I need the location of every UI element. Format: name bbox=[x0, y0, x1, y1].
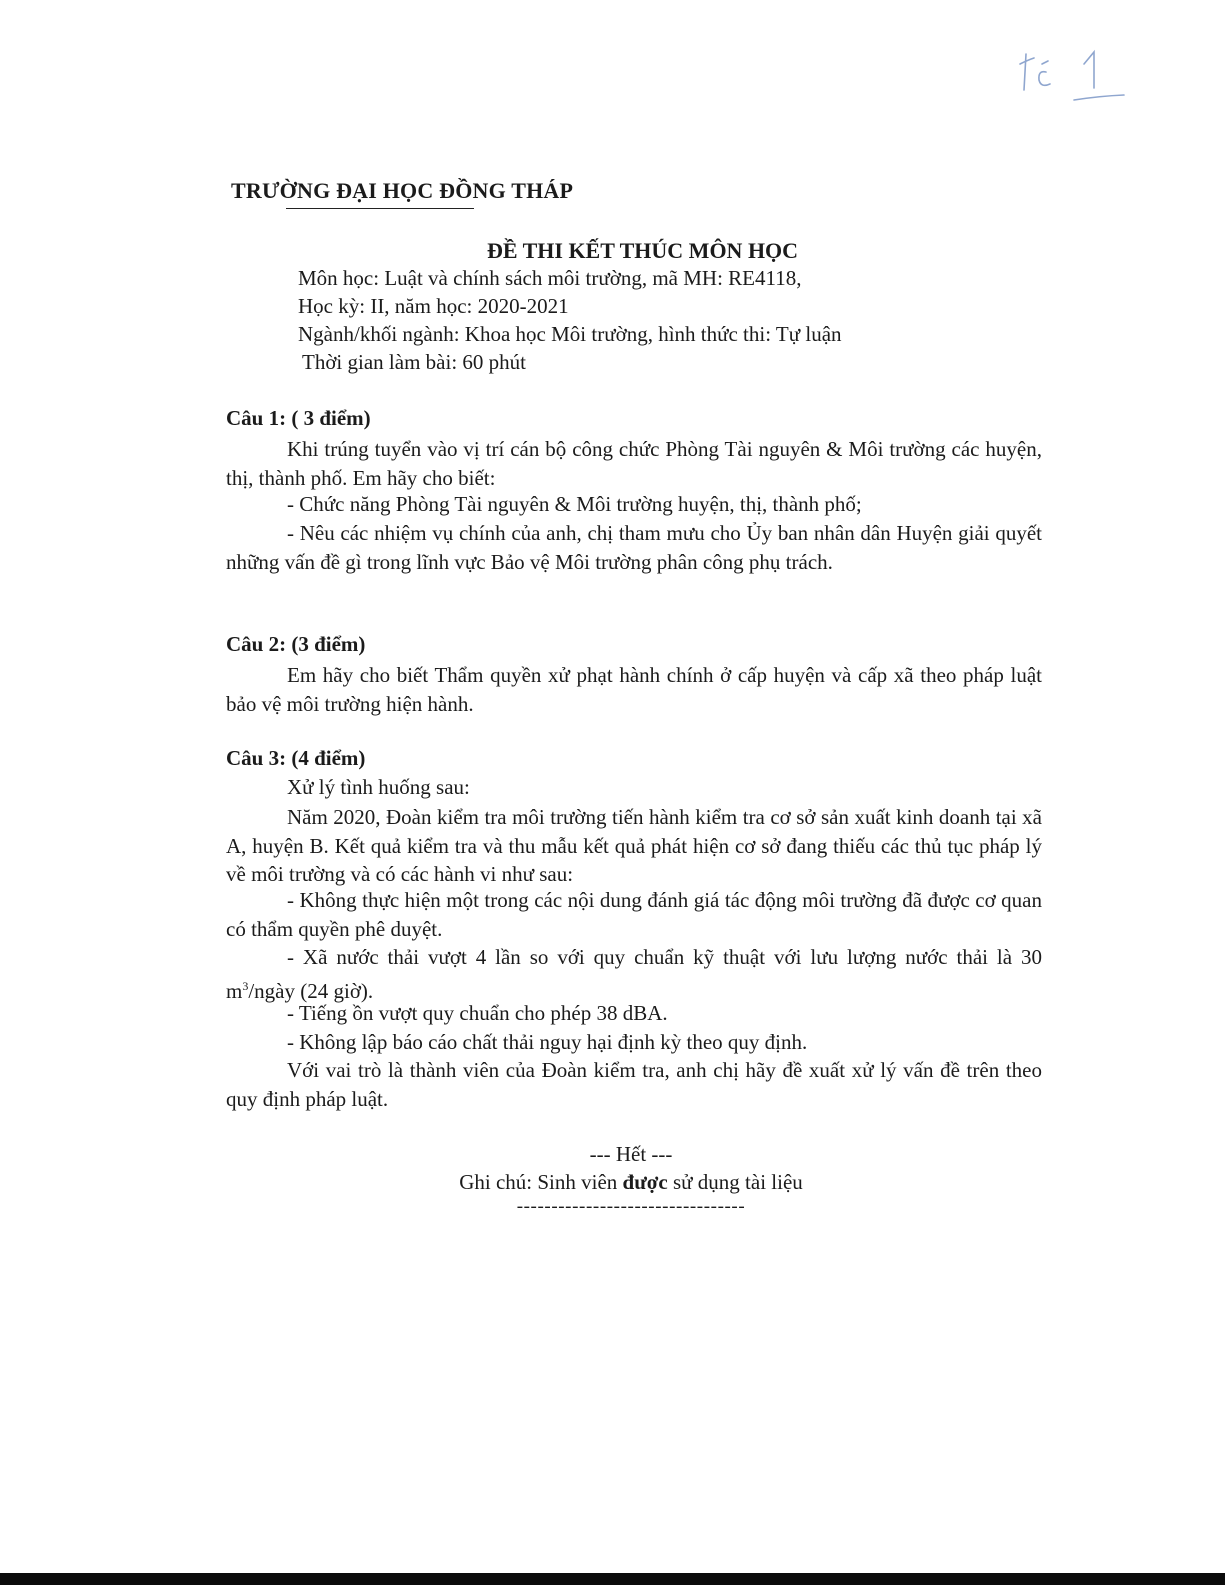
handwritten-mark bbox=[1012, 42, 1132, 112]
note-bold: được bbox=[622, 1170, 668, 1194]
note-line bbox=[0, 1170, 1225, 1195]
superscript-3: 3 bbox=[242, 978, 249, 993]
question-3-item-2-text: - Xã nước thải vượt 4 lần so với quy chuẩn kỹ thuật với lưu lượng nước thải là 30 m bbox=[226, 945, 1042, 1003]
question-1-item-2: - Nêu các nhiệm vụ chính của anh, chị tham mưu cho Ủy ban nhân dân Huyện giải quyết những vấn đề gì trong lĩnh vực Bảo vệ Môi trường phân công phụ trách. bbox=[226, 521, 1042, 574]
question-3-item-3: - Tiếng ồn vượt quy chuẩn cho phép 38 dBA. bbox=[287, 1001, 668, 1025]
scan-edge-bar bbox=[0, 1573, 1225, 1585]
question-3-title: Câu 3: (4 điểm) bbox=[226, 746, 366, 770]
meta-duration: Thời gian làm bài: 60 phút bbox=[302, 350, 526, 374]
question-2-title: Câu 2: (3 điểm) bbox=[226, 632, 366, 656]
note-suffix: sử dụng tài liệu bbox=[667, 1170, 803, 1194]
school-name: TRƯỜNG ĐẠI HỌC ĐỒNG THÁP bbox=[231, 178, 574, 203]
school-underline bbox=[286, 208, 474, 209]
meta-subject: Môn học: Luật và chính sách môi trường, mã MH: RE4118, bbox=[298, 266, 802, 290]
question-3-item-4: - Không lập báo cáo chất thải nguy hại định kỳ theo quy định. bbox=[287, 1030, 808, 1054]
meta-major: Ngành/khối ngành: Khoa học Môi trường, hình thức thi: Tự luận bbox=[298, 322, 842, 346]
meta-semester: Học kỳ: II, năm học: 2020-2021 bbox=[298, 294, 569, 318]
question-1-item-1: - Chức năng Phòng Tài nguyên & Môi trường huyện, thị, thành phố; bbox=[287, 492, 862, 516]
exam-title: ĐỀ THI KẾT THÚC MÔN HỌC bbox=[486, 238, 799, 263]
question-3-item-2 bbox=[226, 943, 1042, 1005]
question-2-body: Em hãy cho biết Thẩm quyền xử phạt hành chính ở cấp huyện và cấp xã theo pháp luật bảo vệ môi trường hiện hành. bbox=[226, 663, 1042, 716]
question-3-context: Năm 2020, Đoàn kiểm tra môi trường tiến hành kiểm tra cơ sở sản xuất kinh doanh tại xã A, huyện B. Kết quả kiểm tra và thu mẫu kết quả phát hiện cơ sở đang thiếu các thủ tục pháp lý về môi trường và có các hành vi như sau: bbox=[226, 805, 1042, 886]
question-1-intro: Khi trúng tuyển vào vị trí cán bộ công chức Phòng Tài nguyên & Môi trường các huyện, thị, thành phố. Em hãy cho biết: bbox=[226, 437, 1042, 490]
question-3-item-1: - Không thực hiện một trong các nội dung đánh giá tác động môi trường đã được cơ quan có thẩm quyền phê duyệt. bbox=[226, 888, 1042, 941]
question-3-intro: Xử lý tình huống sau: bbox=[287, 775, 470, 799]
question-3-closing: Với vai trò là thành viên của Đoàn kiểm tra, anh chị hãy đề xuất xử lý vấn đề trên theo quy định pháp luật. bbox=[226, 1058, 1042, 1111]
question-3-item-2-unit: /ngày (24 giờ). bbox=[248, 978, 374, 1003]
question-1-title: Câu 1: ( 3 điểm) bbox=[226, 406, 371, 430]
dash-divider: --------------------------------- bbox=[516, 1196, 746, 1217]
note-prefix: Ghi chú: Sinh viên bbox=[459, 1170, 623, 1194]
end-mark: --- Hết --- bbox=[589, 1142, 673, 1166]
